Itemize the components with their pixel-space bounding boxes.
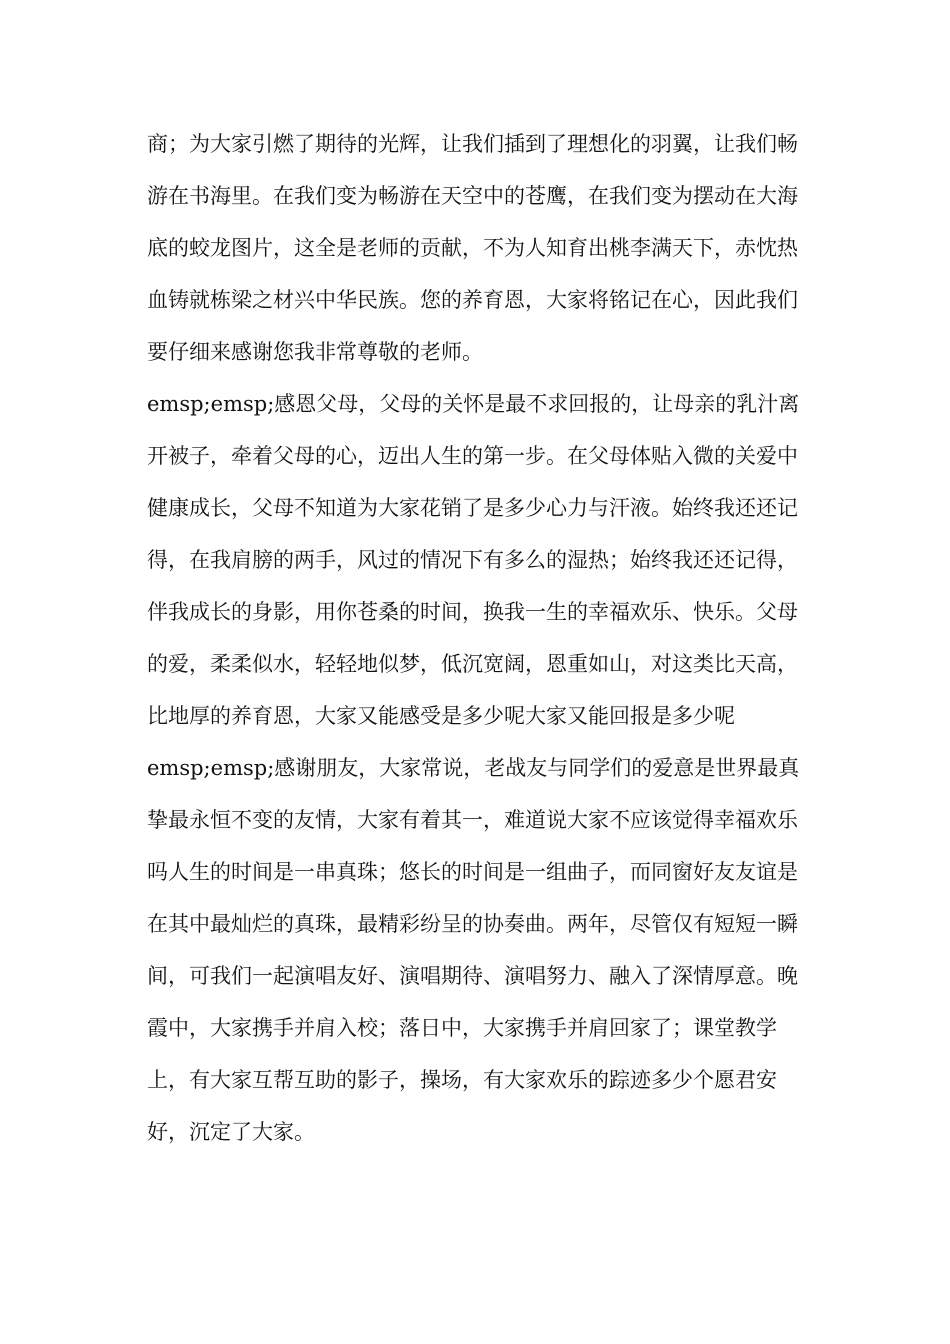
paragraph-teachers: 商；为大家引燃了期待的光辉，让我们插到了理想化的羽翼，让我们畅游在书海里。在我们变为畅游在天空中的苍鹰，在我们变为摆动在大海底的蛟龙图片，这全是老师的贡献，不为人知育出桃李满天下，赤忱热血铸就栋梁之材兴中华民族。您的养育恩，大家将铭记在心，因此我们要仔细来感谢您我非常尊敬的老师。 [147, 132, 798, 364]
body-text [147, 118, 807, 1158]
paragraph-parents: emsp;emsp;感恩父母，父母的关怀是最不求回报的，让母亲的乳汁离开被子，牵着父母的心，迈出人生的第一步。在父母体贴入微的关爱中健康成长，父母不知道为大家花销了是多少心力与汗液。始终我还还记得，在我肩膀的两手，风过的情况下有多么的湿热；始终我还还记得，伴我成长的身影，用你苍桑的时间，换我一生的幸福欢乐、快乐。父母的爱，柔柔似水，轻轻地似梦，低沉宽阔，恩重如山，对这类比天高，比地厚的养育恩，大家又能感受是多少呢大家又能回报是多少呢 [147, 392, 800, 728]
paragraph-friends: emsp;emsp;感谢朋友，大家常说，老战友与同学们的爱意是世界最真挚最永恒不变的友情，大家有着其一，难道说大家不应该觉得幸福欢乐吗人生的时间是一串真珠；悠长的时间是一组曲子，而同窗好友友谊是在其中最灿烂的真珠，最精彩纷呈的协奏曲。两年，尽管仅有短短一瞬间，可我们一起演唱友好、演唱期待、演唱努力、融入了深情厚意。晚霞中，大家携手并肩入校；落日中，大家携手并肩回家了；课堂教学上，有大家互帮互助的影子，操场，有大家欢乐的踪迹多少个愿君安好，沉定了大家。 [147, 756, 800, 1144]
